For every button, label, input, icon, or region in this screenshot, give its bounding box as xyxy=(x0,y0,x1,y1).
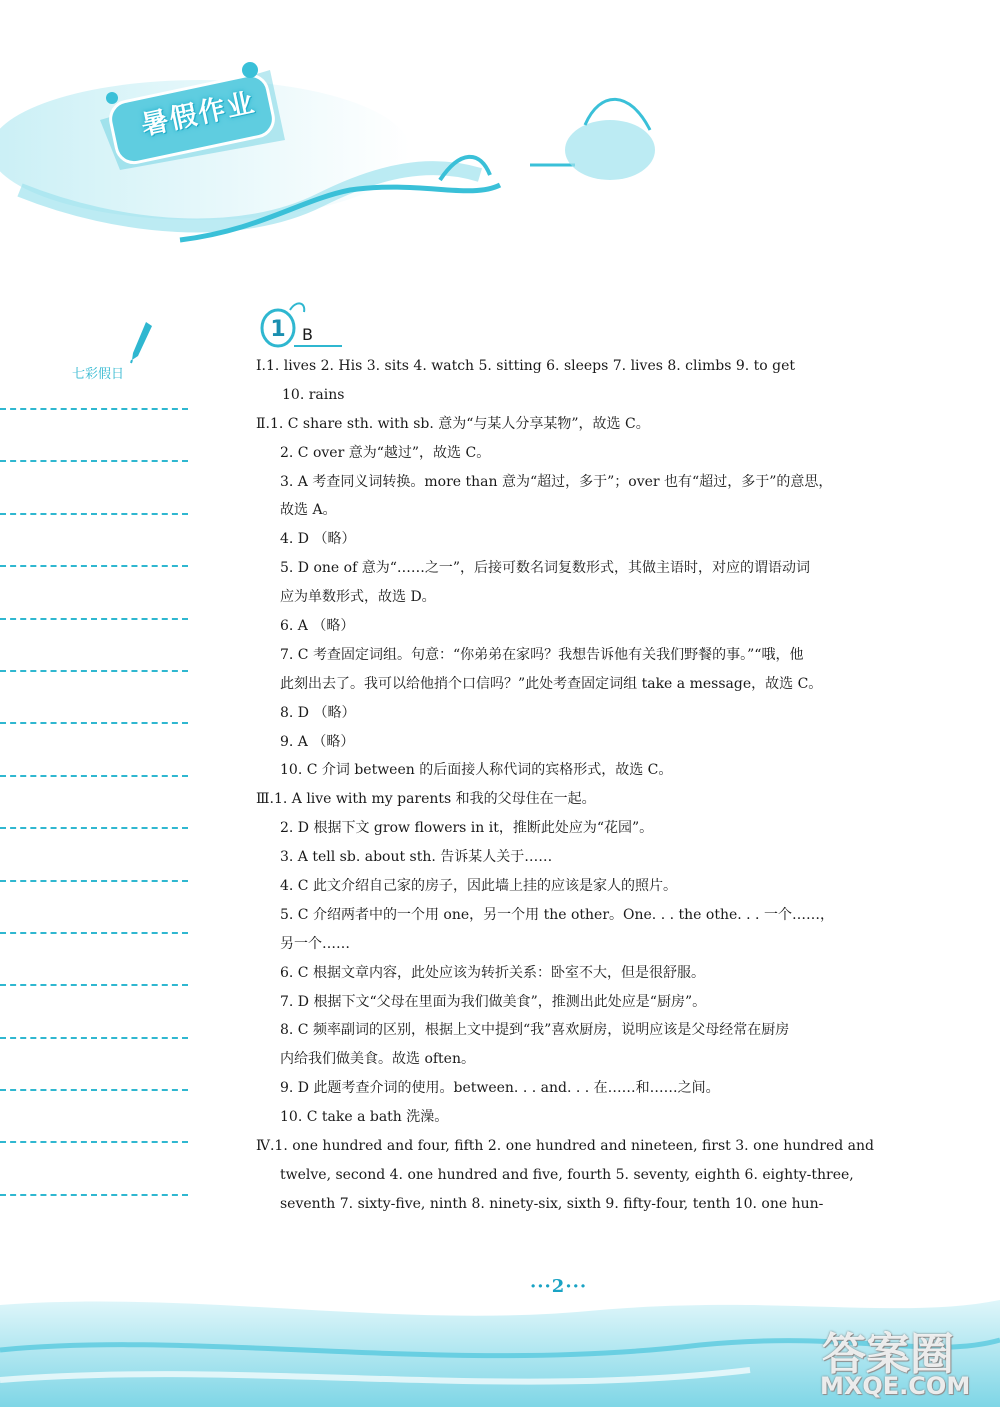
watermark-url: MXQE.COM xyxy=(820,1372,971,1400)
answer-line: 9. A （略） xyxy=(280,733,355,750)
answer-line: 内给我们做美食。故选 often。 xyxy=(280,1051,475,1068)
answer-line: 10. C take a bath 洗澡。 xyxy=(280,1109,449,1126)
note-line xyxy=(0,670,188,672)
note-line xyxy=(0,513,188,515)
note-line xyxy=(0,932,188,934)
answer-line: 另一个…… xyxy=(280,935,350,952)
section-letter: B xyxy=(302,325,313,344)
answer-line: 8. C 频率副词的区别，根据上文中提到“我”喜欢厨房，说明应该是父母经常在厨房 xyxy=(280,1022,790,1039)
answer-line: seventh 7. sixty-five, ninth 8. ninety-six, sixth 9. fifty-four, tenth 10. one hun- xyxy=(280,1195,824,1212)
answer-line: 7. D 根据下文“父母在里面为我们做美食”，推测出此处应是“厨房”。 xyxy=(280,993,707,1010)
note-line xyxy=(0,1194,188,1196)
watermark-logo: 答案圈 xyxy=(822,1329,954,1380)
answer-line: 2. C over 意为“越过”，故选 C。 xyxy=(280,444,491,461)
note-line xyxy=(0,565,188,567)
answer-line: 2. D 根据下文 grow flowers in it，推断此处应为“花园”。 xyxy=(280,820,654,837)
banner-title: 暑假作业 xyxy=(138,87,259,142)
answer-line: 4. D （略） xyxy=(280,531,356,548)
answer-line: Ⅱ.1. C share sth. with sb. 意为“与某人分享某物”，故选 C。 xyxy=(256,415,650,432)
note-lines xyxy=(0,408,190,1246)
answer-line: 此刻出去了。我可以给他捎个口信吗？”此处考查固定词组 take a message，故选 C。 xyxy=(280,675,823,692)
section-number: 1 xyxy=(270,317,286,342)
note-line xyxy=(0,1037,188,1039)
note-line xyxy=(0,1089,188,1091)
answer-line: 10. C 介词 between 的后面接人称代词的宾格形式，故选 C。 xyxy=(280,762,673,779)
pen-icon xyxy=(128,320,154,364)
answer-line: 10. rains xyxy=(282,386,345,403)
note-line xyxy=(0,775,188,777)
note-line xyxy=(0,984,188,986)
answer-line: 4. C 此文介绍自己家的房子，因此墙上挂的应该是家人的照片。 xyxy=(280,878,677,895)
answer-line: 6. C 根据文章内容，此处应该为转折关系：卧室不大，但是很舒服。 xyxy=(280,964,705,981)
answer-line: 9. D 此题考查介词的使用。between. . . and. . . 在……和……之间。 xyxy=(280,1080,720,1097)
answer-line: Ⅰ.1. lives 2. His 3. sits 4. watch 5. sitting 6. sleeps 7. lives 8. climbs 9. to get xyxy=(256,358,796,374)
answer-content xyxy=(256,352,892,1219)
answer-line: 8. D （略） xyxy=(280,704,356,721)
answer-line: 7. C 考查固定词组。句意：“你弟弟在家吗？我想告诉他有关我们野餐的事。”“哦，他 xyxy=(280,646,804,663)
answer-line: 6. A （略） xyxy=(280,618,355,635)
answer-line: Ⅳ.1. one hundred and four, fifth 2. one hundred and nineteen, first 3. one hundred and xyxy=(256,1138,874,1155)
page-number: ···2··· xyxy=(530,1276,588,1297)
note-line xyxy=(0,460,188,462)
answer-line: 5. C 介绍两者中的一个用 one，另一个用 the other。One. . . the othe. . . 一个……， xyxy=(280,906,834,923)
section-badge xyxy=(256,300,346,350)
note-line xyxy=(0,880,188,882)
answer-line: 3. A tell sb. about sth. 告诉某人关于…… xyxy=(280,849,553,866)
answer-line: 5. D one of 意为“……之一”，后接可数名词复数形式，其做主语时，对应的谓语动词 xyxy=(280,560,811,577)
answer-line: 应为单数形式，故选 D。 xyxy=(280,589,436,606)
sidebar-label: 七彩假日 xyxy=(72,367,125,382)
note-line xyxy=(0,1141,188,1143)
note-line xyxy=(0,722,188,724)
answer-line: Ⅲ.1. A live with my parents 和我的父母住在一起。 xyxy=(256,791,596,808)
answer-line: 3. A 考查同义词转换。more than 意为“超过，多于”；over 也有“超过，多于”的意思， xyxy=(280,473,833,490)
note-line xyxy=(0,618,188,620)
note-line xyxy=(0,827,188,829)
answer-line: twelve, second 4. one hundred and five, fourth 5. seventy, eighth 6. eighty-three, xyxy=(280,1166,854,1183)
answer-line: 故选 A。 xyxy=(280,502,337,519)
note-line xyxy=(0,408,188,410)
